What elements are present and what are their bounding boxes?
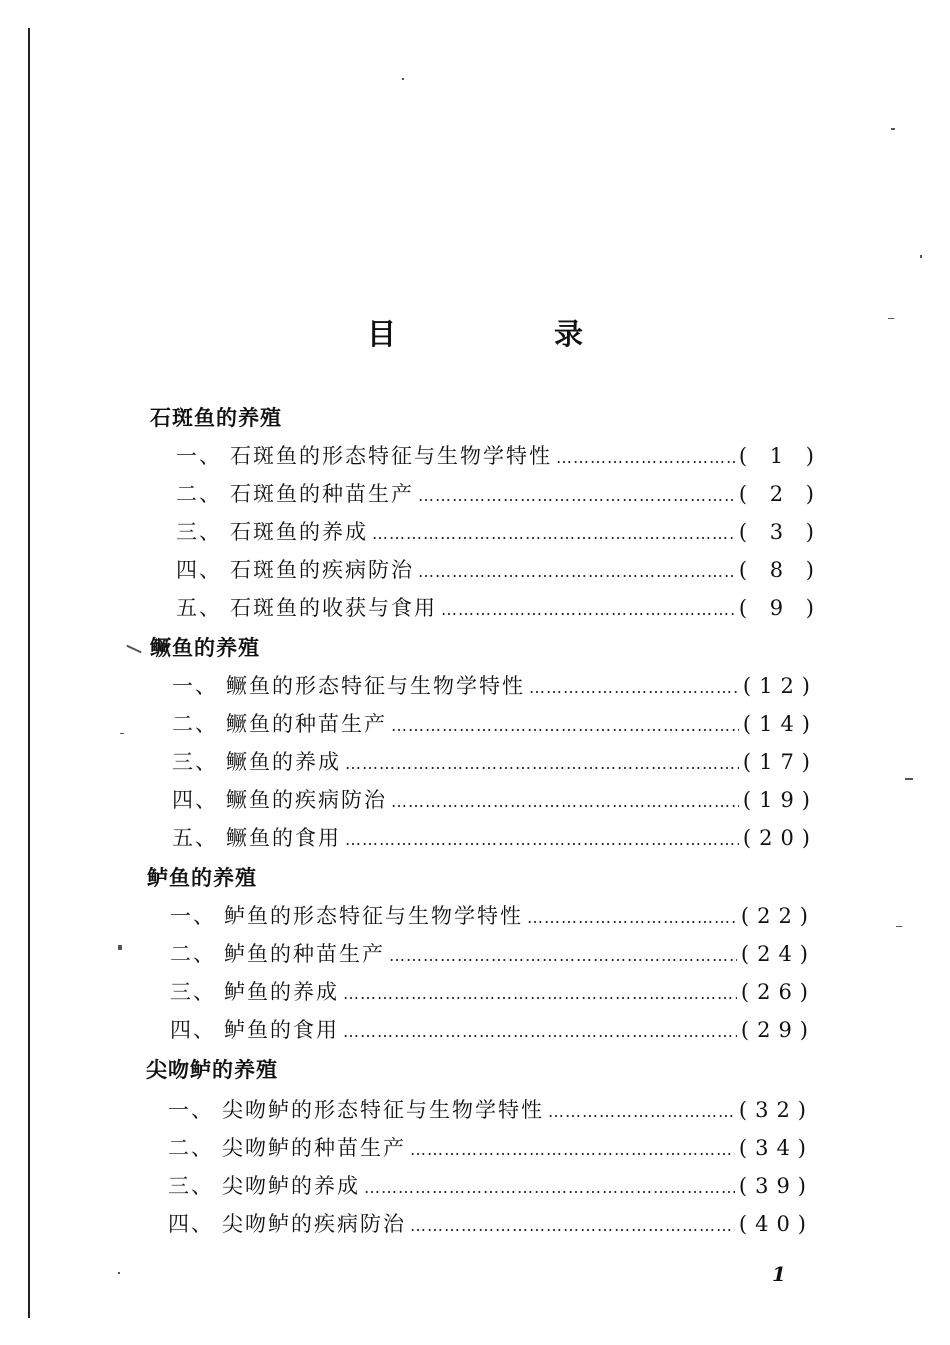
dot-leader: [527, 908, 737, 927]
toc-entry[interactable]: [176, 478, 822, 508]
scan-speck: [920, 255, 922, 258]
toc-entry[interactable]: [176, 440, 822, 470]
scan-speck: [118, 945, 122, 950]
entry-number: 五、: [172, 826, 218, 850]
entry-number: 二、: [168, 1136, 214, 1160]
entry-title: 鳜鱼的食用: [226, 826, 341, 850]
entry-title: 石斑鱼的形态特征与生物学特性: [230, 444, 552, 468]
scan-speck: [891, 128, 895, 130]
scan-speck: [905, 778, 913, 780]
dot-leader: [441, 600, 735, 619]
dot-leader: [372, 524, 735, 543]
toc-entry[interactable]: [172, 670, 818, 700]
entry-page: (24): [740, 942, 816, 966]
toc-entry[interactable]: [176, 554, 822, 584]
toc-entry[interactable]: [172, 746, 818, 776]
dot-leader: [418, 486, 735, 505]
scan-speck: [888, 318, 894, 319]
entry-number: 一、: [172, 674, 218, 698]
dot-leader: [345, 754, 739, 773]
toc-entry[interactable]: [168, 1208, 814, 1238]
entry-number: 五、: [176, 596, 222, 620]
entry-page: ( 1 ): [738, 444, 822, 468]
entry-page: (14): [742, 712, 818, 736]
dot-leader: [391, 716, 739, 735]
toc-entry[interactable]: [172, 708, 818, 738]
entry-number: 三、: [170, 980, 216, 1004]
entry-number: 一、: [176, 444, 222, 468]
toc-entry[interactable]: [170, 976, 816, 1006]
dot-leader: [529, 678, 739, 697]
toc-entry[interactable]: [168, 1132, 814, 1162]
scan-speck: [118, 1272, 120, 1274]
toc-entry[interactable]: [172, 784, 818, 814]
entry-page: (20): [742, 826, 818, 850]
dot-leader: [345, 830, 739, 849]
entry-number: 一、: [170, 904, 216, 928]
entry-number: 三、: [172, 750, 218, 774]
scan-speck: [896, 926, 902, 927]
entry-page: ( 2 ): [738, 482, 822, 506]
entry-title: 石斑鱼的养成: [230, 520, 368, 544]
entry-title: 鳜鱼的形态特征与生物学特性: [226, 674, 525, 698]
dot-leader: [556, 448, 735, 467]
entry-page: ( 9 ): [738, 596, 822, 620]
entry-number: 二、: [170, 942, 216, 966]
dot-leader: [410, 1140, 735, 1159]
entry-title: 尖吻鲈的形态特征与生物学特性: [222, 1098, 544, 1122]
toc-entry[interactable]: [170, 900, 816, 930]
entry-page: (29): [740, 1018, 816, 1042]
entry-number: 三、: [176, 520, 222, 544]
entry-number: 二、: [172, 712, 218, 736]
entry-title: 鲈鱼的食用: [224, 1018, 339, 1042]
entry-title: 石斑鱼的种苗生产: [230, 482, 414, 506]
entry-page: (12): [742, 674, 818, 698]
entry-title: 鲈鱼的养成: [224, 980, 339, 1004]
dot-leader: [391, 792, 739, 811]
entry-title: 尖吻鲈的种苗生产: [222, 1136, 406, 1160]
dot-leader: [343, 984, 737, 1003]
entry-title: 鳜鱼的疾病防治: [226, 788, 387, 812]
toc-entry[interactable]: [176, 516, 822, 546]
entry-title: 石斑鱼的疾病防治: [230, 558, 414, 582]
entry-title: 石斑鱼的收获与食用: [230, 596, 437, 620]
section-heading: 尖吻鲈的养殖: [146, 1058, 278, 1082]
entry-number: 四、: [176, 558, 222, 582]
entry-page: (34): [738, 1136, 814, 1160]
scan-speck: [120, 733, 124, 734]
toc-entry[interactable]: [176, 592, 822, 622]
entry-title: 尖吻鲈的疾病防治: [222, 1212, 406, 1236]
entry-page: (39): [738, 1174, 814, 1198]
section-heading: 鲈鱼的养殖: [147, 866, 257, 890]
entry-page: (22): [740, 904, 816, 928]
entry-page: (26): [740, 980, 816, 1004]
section-heading: 石斑鱼的养殖: [150, 406, 282, 430]
toc-entry[interactable]: [170, 938, 816, 968]
entry-page: (32): [738, 1098, 814, 1122]
dot-leader: [364, 1178, 735, 1197]
entry-title: 鲈鱼的种苗生产: [224, 942, 385, 966]
entry-page: ( 3 ): [738, 520, 822, 544]
entry-number: 四、: [170, 1018, 216, 1042]
dot-leader: [548, 1102, 735, 1121]
page-title: 目 录: [366, 317, 658, 351]
entry-number: 四、: [168, 1212, 214, 1236]
entry-number: 四、: [172, 788, 218, 812]
toc-entry[interactable]: [172, 822, 818, 852]
page-number: 1: [772, 1262, 786, 1286]
toc-entry[interactable]: [168, 1170, 814, 1200]
dot-leader: [389, 946, 737, 965]
entry-page: (19): [742, 788, 818, 812]
toc-entry[interactable]: [170, 1014, 816, 1044]
entry-title: 鲈鱼的形态特征与生物学特性: [224, 904, 523, 928]
entry-number: 一、: [168, 1098, 214, 1122]
entry-title: 鳜鱼的种苗生产: [226, 712, 387, 736]
section-heading: 鳜鱼的养殖: [150, 636, 260, 660]
entry-title: 尖吻鲈的养成: [222, 1174, 360, 1198]
scan-speck: [402, 78, 404, 80]
dot-leader: [343, 1022, 737, 1041]
entry-number: 二、: [176, 482, 222, 506]
dot-leader: [410, 1216, 735, 1235]
entry-number: 三、: [168, 1174, 214, 1198]
toc-entry[interactable]: [168, 1094, 814, 1124]
entry-page: ( 8 ): [738, 558, 822, 582]
dot-leader: [418, 562, 735, 581]
entry-page: (17): [742, 750, 818, 774]
entry-title: 鳜鱼的养成: [226, 750, 341, 774]
entry-page: (40): [738, 1212, 814, 1236]
